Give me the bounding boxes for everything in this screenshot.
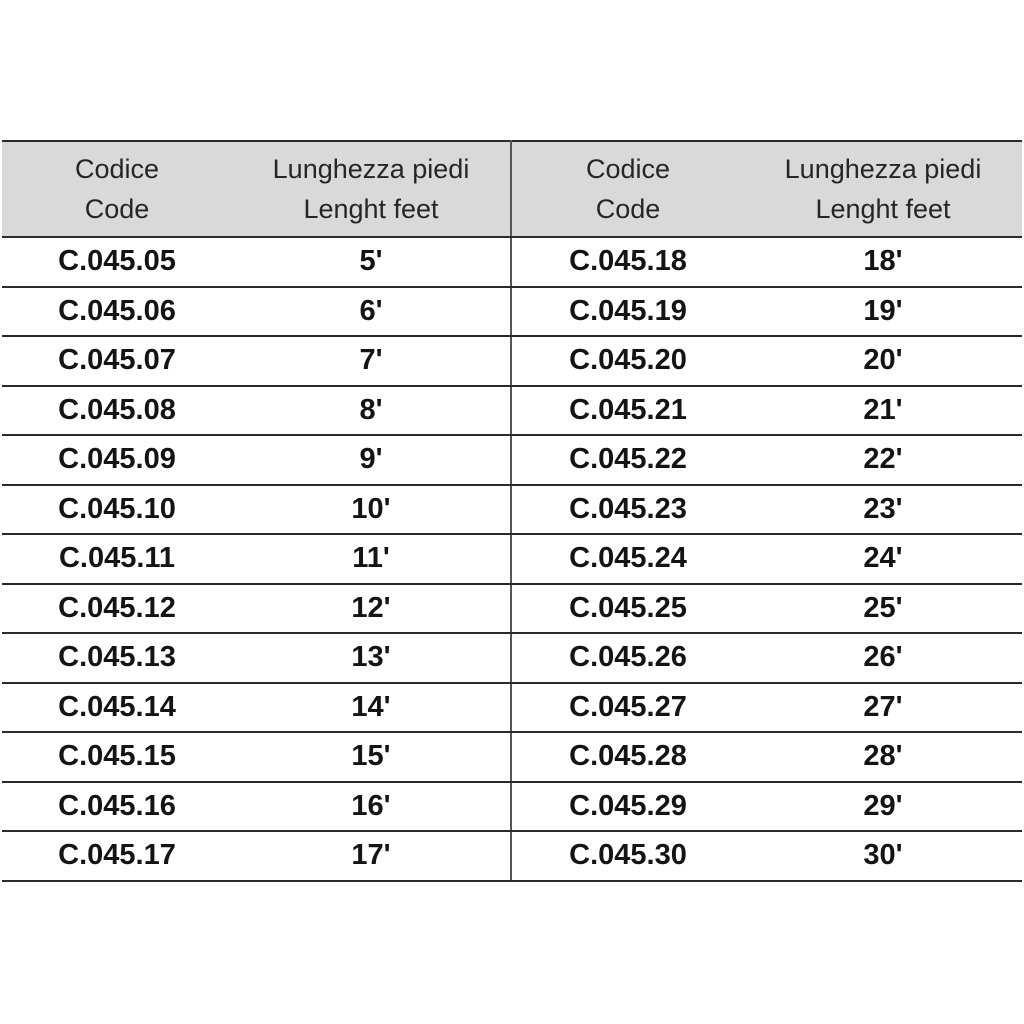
- left-code-cell: C.045.13: [2, 633, 232, 683]
- table-row: [2, 237, 1022, 287]
- header-code-italian: Codice: [585, 154, 671, 184]
- table-row: [2, 683, 1022, 733]
- table-row: [2, 831, 1022, 881]
- right-length-cell: 19': [744, 287, 1022, 337]
- right-code-cell: C.045.21: [511, 386, 744, 436]
- right-length-cell: 29': [744, 782, 1022, 832]
- left-code-cell: C.045.11: [2, 534, 232, 584]
- right-code-cell: C.045.23: [511, 485, 744, 535]
- left-length-cell: 16': [232, 782, 511, 832]
- right-code-cell: C.045.20: [511, 336, 744, 386]
- header-code-english: Code: [84, 194, 150, 224]
- left-length-cell: 8': [232, 386, 511, 436]
- right-code-cell: C.045.26: [511, 633, 744, 683]
- left-length-cell: 6': [232, 287, 511, 337]
- right-code-cell: C.045.25: [511, 584, 744, 634]
- table-row: [2, 732, 1022, 782]
- left-length-cell: 13': [232, 633, 511, 683]
- table-header: [2, 141, 1022, 237]
- right-code-cell: C.045.30: [511, 831, 744, 881]
- left-length-cell: 9': [232, 435, 511, 485]
- table-row: [2, 584, 1022, 634]
- right-code-cell: C.045.18: [511, 237, 744, 287]
- right-length-cell: 27': [744, 683, 1022, 733]
- right-code-cell: C.045.24: [511, 534, 744, 584]
- right-length-cell: 22': [744, 435, 1022, 485]
- right-code-cell: C.045.27: [511, 683, 744, 733]
- left-length-cell: 11': [232, 534, 511, 584]
- left-length-cell: 5': [232, 237, 511, 287]
- table-row: [2, 386, 1022, 436]
- right-code-cell: C.045.22: [511, 435, 744, 485]
- right-length-cell: 26': [744, 633, 1022, 683]
- left-code-cell: C.045.07: [2, 336, 232, 386]
- right-length-cell: 20': [744, 336, 1022, 386]
- table-body: [2, 237, 1022, 881]
- right-code-cell: C.045.19: [511, 287, 744, 337]
- header-code-left: [2, 141, 232, 237]
- table-row: [2, 336, 1022, 386]
- left-code-cell: C.045.08: [2, 386, 232, 436]
- left-length-cell: 15': [232, 732, 511, 782]
- table-row: [2, 782, 1022, 832]
- right-length-cell: 28': [744, 732, 1022, 782]
- right-length-cell: 18': [744, 237, 1022, 287]
- table-row: [2, 534, 1022, 584]
- left-code-cell: C.045.05: [2, 237, 232, 287]
- right-length-cell: 24': [744, 534, 1022, 584]
- table-row: [2, 485, 1022, 535]
- right-length-cell: 21': [744, 386, 1022, 436]
- right-code-cell: C.045.29: [511, 782, 744, 832]
- header-code-right: [511, 141, 744, 237]
- left-code-cell: C.045.12: [2, 584, 232, 634]
- left-length-cell: 14': [232, 683, 511, 733]
- right-code-cell: C.045.28: [511, 732, 744, 782]
- table-row: [2, 287, 1022, 337]
- header-code-english: Code: [595, 194, 661, 224]
- left-code-cell: C.045.09: [2, 435, 232, 485]
- left-code-cell: C.045.14: [2, 683, 232, 733]
- left-code-cell: C.045.10: [2, 485, 232, 535]
- right-length-cell: 25': [744, 584, 1022, 634]
- left-length-cell: 7': [232, 336, 511, 386]
- product-table-container: [2, 140, 1022, 882]
- left-length-cell: 17': [232, 831, 511, 881]
- header-length-italian: Lunghezza piedi: [272, 154, 470, 184]
- left-length-cell: 10': [232, 485, 511, 535]
- header-length-right: [744, 141, 1022, 237]
- product-code-length-table: [2, 140, 1022, 882]
- left-length-cell: 12': [232, 584, 511, 634]
- header-length-italian: Lunghezza piedi: [784, 154, 982, 184]
- left-code-cell: C.045.16: [2, 782, 232, 832]
- header-row: [2, 141, 1022, 237]
- left-code-cell: C.045.17: [2, 831, 232, 881]
- left-code-cell: C.045.06: [2, 287, 232, 337]
- left-code-cell: C.045.15: [2, 732, 232, 782]
- header-length-left: [232, 141, 511, 237]
- header-code-italian: Codice: [74, 154, 160, 184]
- table-row: [2, 633, 1022, 683]
- right-length-cell: 30': [744, 831, 1022, 881]
- table-row: [2, 435, 1022, 485]
- right-length-cell: 23': [744, 485, 1022, 535]
- header-length-english: Lenght feet: [815, 194, 951, 224]
- header-length-english: Lenght feet: [303, 194, 439, 224]
